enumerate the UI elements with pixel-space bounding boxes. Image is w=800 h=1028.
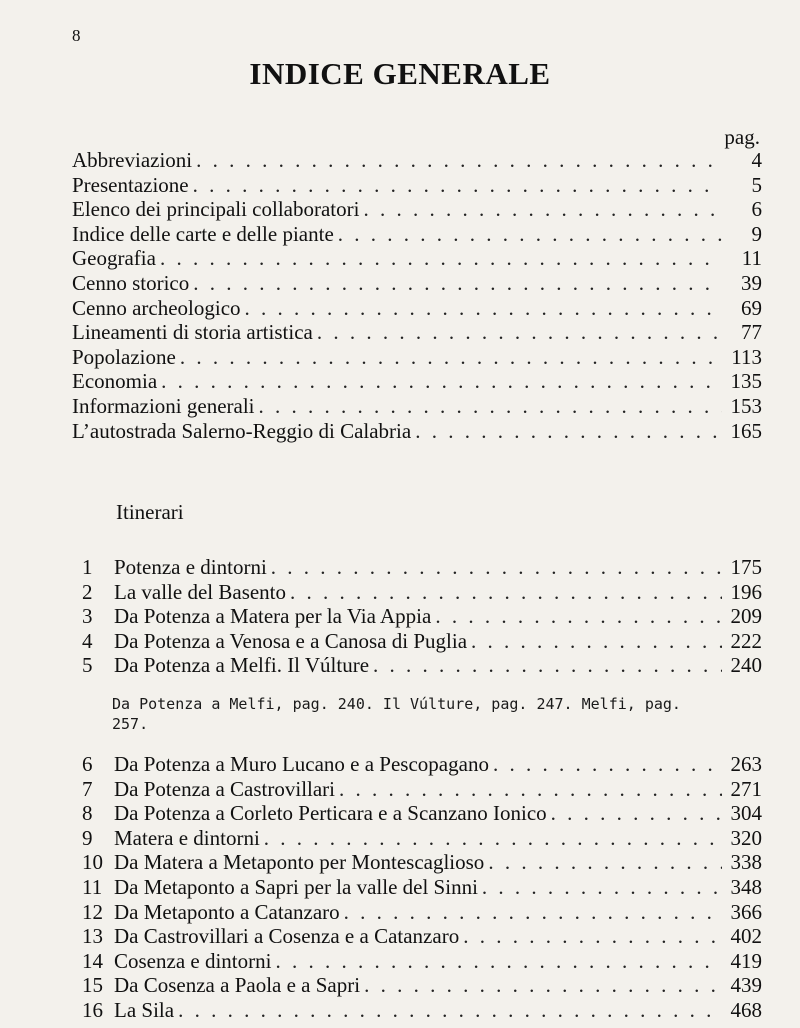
entry-label: Popolazione	[72, 344, 176, 369]
dot-leader	[415, 419, 722, 444]
entry-label: Economia	[72, 369, 158, 394]
itinerary-entry	[72, 801, 762, 827]
entry-number: 4	[82, 628, 93, 653]
itinerary-entry	[72, 777, 762, 803]
entry-number: 15	[82, 973, 103, 998]
entry-page-number: 6	[751, 197, 762, 222]
index-entry	[72, 320, 762, 346]
pag-column-label: pag.	[724, 125, 760, 149]
entry-page-number: 5	[751, 172, 762, 197]
entry-label: Indice delle carte e delle piante	[72, 221, 334, 246]
dot-leader	[196, 148, 722, 173]
entry-label: La valle del Basento	[114, 579, 287, 604]
entry-label: Lineamenti di storia artistica	[72, 320, 313, 345]
entry-number: 13	[82, 924, 103, 949]
entry-number: 5	[82, 653, 93, 677]
entry-label: Cenno storico	[72, 271, 190, 295]
entry-label: Da Potenza a Corleto Perticara e a Scanzano Ionico	[114, 801, 547, 826]
entry-number: 10	[82, 850, 103, 875]
dot-leader	[290, 580, 722, 605]
entry-label: Abbreviazioni	[72, 148, 193, 172]
itinerary-entry	[72, 604, 762, 630]
entry-page-number: 39	[741, 271, 762, 295]
dot-leader	[180, 345, 722, 370]
entry-label: Da Potenza a Muro Lucano e a Pescopagano	[114, 752, 489, 776]
itinerari-heading: Itinerari	[116, 500, 184, 524]
dot-leader	[271, 555, 722, 580]
entry-page-number: 196	[730, 579, 762, 604]
dot-leader	[344, 900, 722, 925]
entry-page-number: 348	[730, 875, 762, 899]
entry-number: 7	[82, 776, 93, 801]
dot-leader	[161, 369, 722, 394]
itinerary-entry	[72, 629, 762, 655]
itinerary-note: Da Potenza a Melfi, pag. 240. Il Vúlture, pag. 247. Melfi, pag. 257.	[112, 695, 681, 733]
index-entry	[72, 419, 762, 445]
itinerary-entry	[72, 900, 762, 926]
entry-page-number: 402	[730, 924, 762, 949]
dot-leader	[264, 826, 722, 851]
entry-label: Elenco dei principali collaboratori	[72, 197, 360, 222]
entry-page-number: 77	[741, 320, 762, 345]
entry-page-number: 320	[730, 825, 762, 850]
dot-leader	[275, 949, 722, 974]
entry-number: 9	[82, 825, 93, 850]
index-entry	[72, 394, 762, 420]
entry-page-number: 9	[751, 221, 762, 246]
index-entry	[72, 345, 762, 371]
itinerary-entry	[72, 580, 762, 606]
dot-leader	[245, 296, 722, 321]
entry-label: Da Castrovillari a Cosenza e a Catanzaro	[114, 924, 460, 949]
entry-page-number: 240	[730, 653, 762, 677]
index-entry	[72, 173, 762, 199]
itinerary-entry	[72, 555, 762, 581]
entry-page-number: 4	[751, 148, 762, 172]
entry-label: Da Potenza a Melfi. Il Vúlture	[114, 653, 370, 677]
index-entry	[72, 296, 762, 322]
entry-label: Cosenza e dintorni	[114, 948, 272, 973]
entry-page-number: 69	[741, 295, 762, 320]
itinerary-entry	[72, 826, 762, 852]
entry-page-number: 222	[730, 628, 762, 653]
index-entry	[72, 246, 762, 272]
entry-page-number: 304	[730, 801, 762, 826]
entry-label: Da Cosenza a Paola e a Sapri	[114, 973, 361, 998]
dot-leader	[364, 973, 722, 998]
entry-number: 16	[82, 998, 103, 1022]
itinerary-entry	[72, 752, 762, 778]
entry-number: 12	[82, 899, 103, 924]
entry-page-number: 419	[730, 948, 762, 973]
entry-page-number: 366	[730, 899, 762, 924]
dot-leader	[193, 173, 722, 198]
entry-page-number: 338	[730, 850, 762, 875]
entry-label: Matera e dintorni	[114, 825, 260, 850]
entry-label: Geografia	[72, 246, 156, 271]
index-entry	[72, 222, 762, 248]
entry-label: Informazioni generali	[72, 394, 255, 418]
dot-leader	[259, 394, 723, 419]
entry-label: L’autostrada Salerno-Reggio di Calabria	[72, 418, 412, 443]
itinerary-entry	[72, 973, 762, 999]
entry-number: 2	[82, 579, 93, 604]
entry-label: Cenno archeologico	[72, 295, 241, 320]
dot-leader	[493, 752, 722, 777]
index-entry	[72, 197, 762, 223]
dot-leader	[363, 197, 722, 222]
index-entry	[72, 369, 762, 395]
dot-leader	[178, 998, 722, 1023]
entry-label: Da Metaponto a Sapri per la valle del Sinni	[114, 875, 478, 899]
dot-leader	[488, 850, 722, 875]
entry-page-number: 263	[730, 752, 762, 776]
itinerary-entry	[72, 924, 762, 950]
dot-leader	[317, 320, 722, 345]
entry-page-number: 271	[730, 776, 762, 801]
dot-leader	[482, 875, 722, 900]
entry-page-number: 153	[730, 394, 762, 418]
dot-leader	[463, 924, 722, 949]
entry-number: 6	[82, 752, 93, 776]
dot-leader	[338, 222, 722, 247]
page-title: INDICE GENERALE	[249, 56, 551, 91]
itinerary-entry	[72, 875, 762, 901]
entry-label: Presentazione	[72, 172, 189, 197]
entry-number: 11	[82, 875, 103, 899]
entry-label: Da Metaponto a Catanzaro	[114, 899, 340, 924]
entry-page-number: 439	[730, 973, 762, 998]
entry-label: Potenza e dintorni	[114, 555, 267, 579]
dot-leader	[339, 777, 722, 802]
entry-page-number: 165	[730, 418, 762, 443]
entry-number: 3	[82, 604, 93, 628]
dot-leader	[551, 801, 722, 826]
entry-number: 8	[82, 801, 93, 826]
entry-number: 14	[82, 948, 103, 973]
entry-page-number: 175	[730, 555, 762, 579]
entry-page-number: 113	[731, 344, 762, 369]
itinerary-entry	[72, 850, 762, 876]
entry-label: La Sila	[114, 998, 175, 1022]
dot-leader	[471, 629, 722, 654]
entry-number: 1	[82, 555, 93, 579]
itinerary-entry	[72, 998, 762, 1024]
entry-label: Da Potenza a Matera per la Via Appia	[114, 604, 432, 628]
itinerary-entry	[72, 949, 762, 975]
index-entry	[72, 148, 762, 174]
entry-label: Da Matera a Metaponto per Montescaglioso	[114, 850, 485, 875]
entry-label: Da Potenza a Venosa e a Canosa di Puglia	[114, 628, 468, 653]
itinerary-entry	[72, 653, 762, 679]
entry-page-number: 468	[730, 998, 762, 1022]
dot-leader	[435, 604, 722, 629]
index-entry	[72, 271, 762, 297]
entry-page-number: 135	[730, 369, 762, 394]
dot-leader	[160, 246, 722, 271]
page-number: 8	[72, 26, 81, 45]
entry-page-number: 209	[730, 604, 762, 628]
entry-label: Da Potenza a Castrovillari	[114, 776, 336, 801]
dot-leader	[193, 271, 722, 296]
entry-page-number: 11	[741, 246, 762, 271]
dot-leader	[373, 653, 722, 678]
